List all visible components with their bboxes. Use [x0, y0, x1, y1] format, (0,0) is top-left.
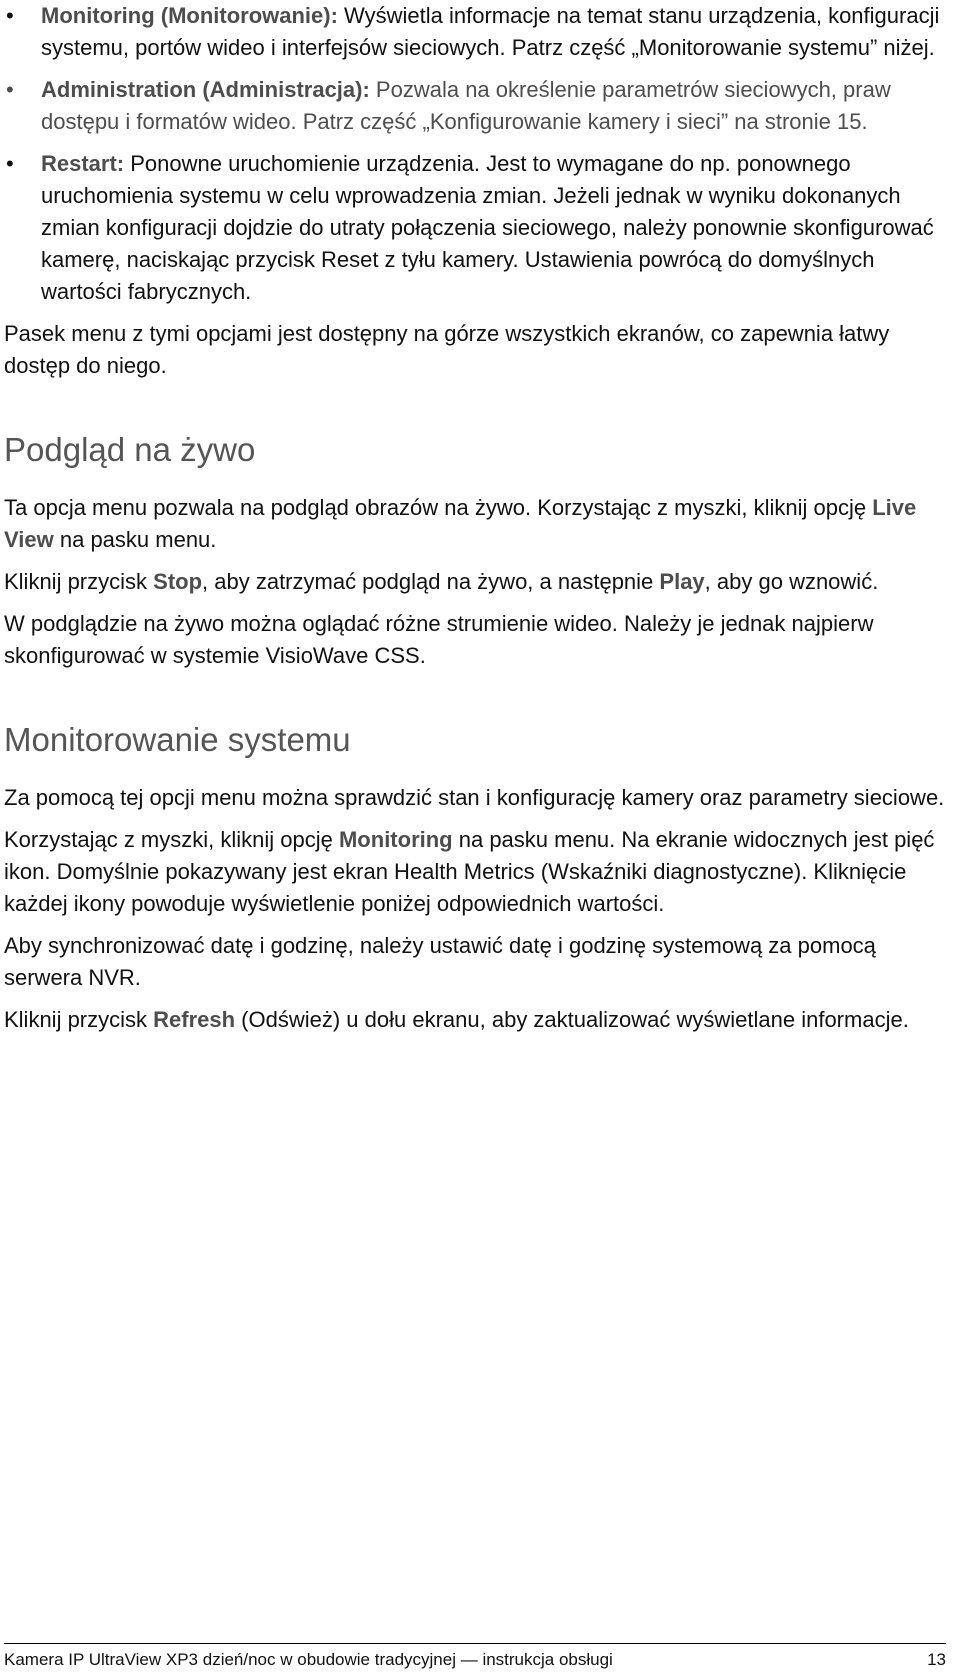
footer-title: Kamera IP UltraView XP3 dzień/noc w obudowie tradycyjnej — instrukcja obsługi [4, 1650, 613, 1669]
monitoring-p4-text: Kliknij przycisk [4, 1007, 154, 1032]
monitoring-paragraph-4 [4, 1004, 954, 1036]
monitoring-keyword: Monitoring [338, 827, 453, 852]
refresh-keyword: Refresh [153, 1007, 236, 1032]
list-item-text: Ponowne uruchomienie urządzenia. Jest to wymagane do np. ponownego uruchomienia systemu w celu wprowadzenia zmian. Jeżeli jednak w wyniku dokonanych zmian konfiguracji dojdzie do utraty połączenia sieciowego, należy ponownie skonfigurować kamerę, naciskając przycisk Reset z tyłu kamery. Ustawienia powrócą do domyślnych wartości fabrycznych. [41, 151, 934, 304]
document-page [4, 0, 954, 1036]
live-view-p2-tail: , aby go wznowić. [704, 569, 879, 594]
live-view-p2-mid: , aby zatrzymać podgląd na żywo, a następnie [202, 569, 660, 594]
live-view-paragraph-2 [4, 566, 954, 598]
monitoring-heading: Monitorowanie systemu [4, 721, 351, 758]
stop-keyword: Stop [153, 569, 203, 594]
live-view-p1-text: Ta opcja menu pozwala na podgląd obrazów na żywo. Korzystając z myszki, kliknij opcję [4, 495, 873, 520]
list-item [4, 74, 954, 138]
page-footer [4, 1643, 946, 1670]
live-view-keyword: Live View [4, 495, 917, 552]
live-view-heading: Podgląd na żywo [4, 431, 256, 468]
monitoring-paragraph-3: Aby synchronizować datę i godzinę, należy ustawić datę i godzinę systemową za pomocą serwera NVR. [4, 933, 876, 990]
list-item-text: Wyświetla informacje na temat stanu urządzenia, konfiguracji systemu, portów wideo i interfejsów sieciowych. Patrz część „Monitorowanie systemu” niżej. [41, 3, 940, 60]
list-item-term: Restart: [41, 151, 125, 176]
monitoring-p2-text: Korzystając z myszki, kliknij opcję [4, 827, 339, 852]
live-view-p1-tail: na pasku menu. [53, 527, 217, 552]
monitoring-paragraph-2 [4, 824, 954, 920]
monitoring-p4-tail: (Odśwież) u dołu ekranu, aby zaktualizować wyświetlane informacje. [235, 1007, 909, 1032]
bullet-icon: • [6, 77, 14, 102]
list-item [4, 0, 954, 64]
list-item-text: Pozwala na określenie parametrów sieciowych, praw dostępu i formatów wideo. Patrz część „Konfigurowanie kamery i sieci” na stronie 15. [41, 77, 891, 134]
play-keyword: Play [659, 569, 705, 594]
list-item-term: Administration (Administracja): [41, 77, 370, 102]
bullet-icon: • [6, 151, 14, 176]
page-number: 13 [927, 1650, 946, 1669]
monitoring-paragraph-1: Za pomocą tej opcji menu można sprawdzić stan i konfigurację kamery oraz parametry sieciowe. [4, 785, 945, 810]
live-view-paragraph-1 [4, 492, 954, 556]
live-view-paragraph-3: W podglądzie na żywo można oglądać różne strumienie wideo. Należy je jednak najpierw skonfigurować w systemie VisioWave CSS. [4, 611, 874, 668]
menu-bar-paragraph: Pasek menu z tymi opcjami jest dostępny na górze wszystkich ekranów, co zapewnia łatwy dostęp do niego. [4, 321, 890, 378]
list-item [4, 148, 954, 308]
menu-options-list [4, 0, 954, 308]
monitoring-p2-tail: na pasku menu. Na ekranie widocznych jest pięć ikon. Domyślnie pokazywany jest ekran Health Metrics (Wskaźniki diagnostyczne). Kliknięcie każdej ikony powoduje wyświetlenie poniżej odpowiednich wartości. [4, 827, 935, 916]
live-view-p2-text: Kliknij przycisk [4, 569, 154, 594]
bullet-icon: • [6, 3, 14, 28]
list-item-term: Monitoring (Monitorowanie): [41, 3, 338, 28]
